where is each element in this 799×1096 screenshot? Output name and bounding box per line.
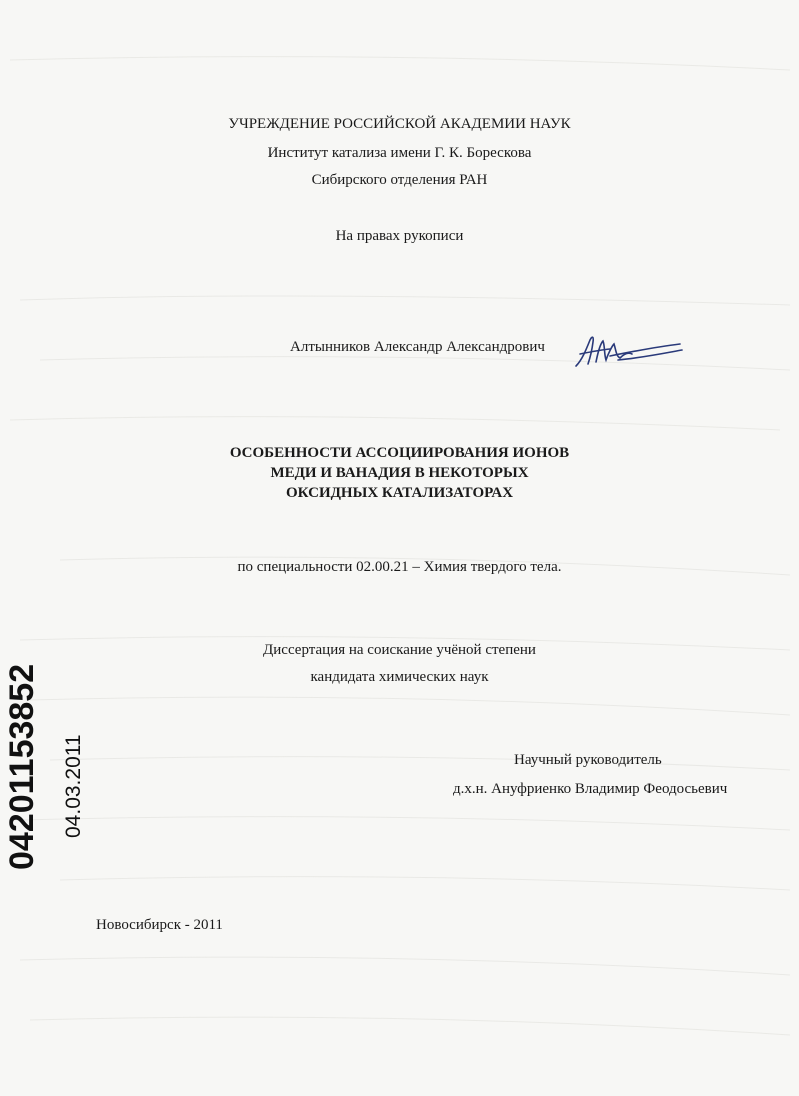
supervisor-label: Научный руководитель [514,752,662,768]
degree-line-1: Диссертация на соискание учёной степени [263,642,536,658]
supervisor-name: д.х.н. Ануфриенко Владимир Феодосьевич [453,781,728,797]
specialty: по специальности 02.00.21 – Химия твердого тела. [237,559,562,575]
author-signature [570,332,685,372]
title-line-2: МЕДИ И ВАНАДИЯ В НЕКОТОРЫХ [270,465,529,481]
title-line-1: ОСОБЕННОСТИ АССОЦИИРОВАНИЯ ИОНОВ [229,445,570,461]
branch-name: Сибирского отделения РАН [311,172,488,188]
registration-number-stamp: 04201153852 [3,663,41,870]
institute-name: Институт катализа имени Г. К. Борескова [267,145,532,161]
degree-line-2: кандидата химических наук [310,669,489,685]
registration-date-stamp: 04.03.2011 [62,734,85,838]
title-line-3: ОКСИДНЫХ КАТАЛИЗАТОРАХ [285,485,514,501]
institution-name: УЧРЕЖДЕНИЕ РОССИЙСКОЙ АКАДЕМИИ НАУК [228,116,571,132]
author-name: Алтынников Александр Александрович [290,339,545,355]
city-year: Новосибирск - 2011 [96,917,223,933]
manuscript-note: На правах рукописи [335,228,464,244]
